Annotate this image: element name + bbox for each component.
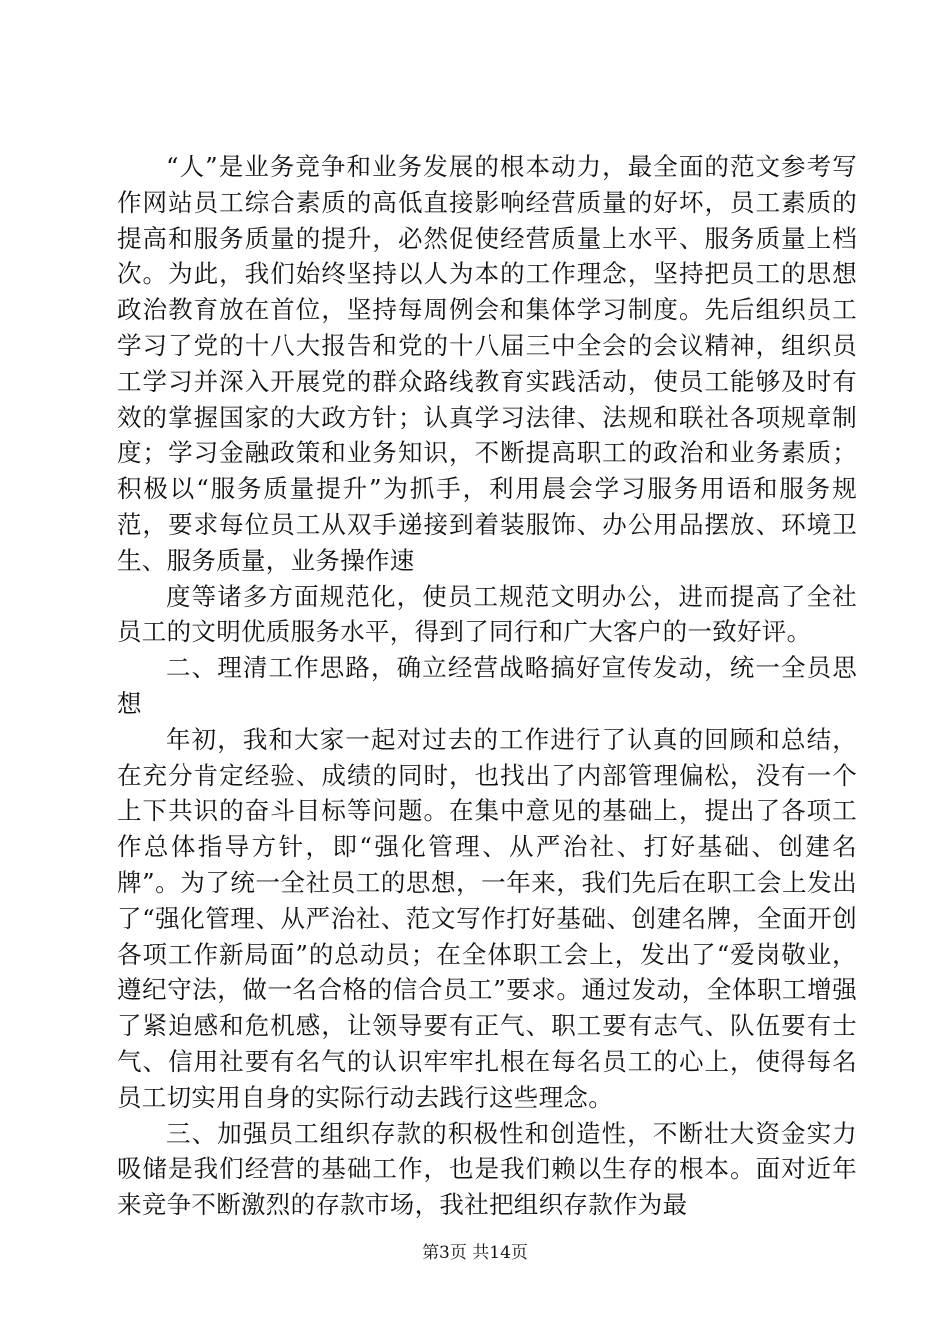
section-heading-three: 三、加强员工组织存款的积极性和创造性，不断壮大资金实力吸储是我们经营的基础工作，也是我们赖以生存的根本。面对近年来竞争不断激烈的存款市场，我社把组织存款作为最: [117, 1118, 857, 1220]
document-body: [117, 149, 857, 1223]
section-heading-two: 二、理清工作思路，确立经营战略搞好宣传发动，统一全员思想: [117, 653, 857, 718]
paragraph-standardization: 度等诸多方面规范化，使员工规范文明办公，进而提高了全社员工的文明优质服务水平，得到了同行和广大客户的一致好评。: [117, 581, 857, 647]
paragraph-work-ideas: 年初，我和大家一起对过去的工作进行了认真的回顾和总结，在充分肯定经验、成绩的同时，也找出了内部管理偏松，没有一个上下共识的奋斗目标等问题。在集中意见的基础上，提出了各项工作总体指导方针，即“强化管理、从严治社、打好基础、创建名牌”。为了统一全社员工的思想，一年来，我们先后在职工会上发出了“强化管理、从严治社、范文写作打好基础、创建名牌，全面开创各项工作新局面”的总动员；在全体职工会上，发出了“爱岗敬业，遵纪守法，做一名合格的信合员工”要求。通过发动，全体职工增强了紧迫感和危机感，让领导要有正气、职工要有志气、队伍要有士气、信用社要有名气的认识牢牢扎根在每名员工的心上，使得每名员工切实用自身的实际行动去践行这些理念。: [117, 724, 857, 1112]
page-number-footer: 第3页 共14页: [422, 1243, 528, 1263]
paragraph-staff-quality: “人”是业务竞争和业务发展的根本动力，最全面的范文参考写作网站员工综合素质的高低直接影响经营质量的好坏，员工素质的提高和服务质量的提升，必然促使经营质量上水平、服务质量上档次。为此，我们始终坚持以人为本的工作理念，坚持把员工的思想政治教育放在首位，坚持每周例会和集体学习制度。先后组织员工学习了党的十八大报告和党的十八届三中全会的会议精神，组织员工学习并深入开展党的群众路线教育实践活动，使员工能够及时有效的掌握国家的大政方针；认真学习法律、法规和联社各项规章制度；学习金融政策和业务知识，不断提高职工的政治和业务素质；积极以“服务质量提升”为抓手，利用晨会学习服务用语和服务规范，要求每位员工从双手递接到着装服饰、办公用品摆放、环境卫生、服务质量，业务操作速: [117, 152, 857, 575]
